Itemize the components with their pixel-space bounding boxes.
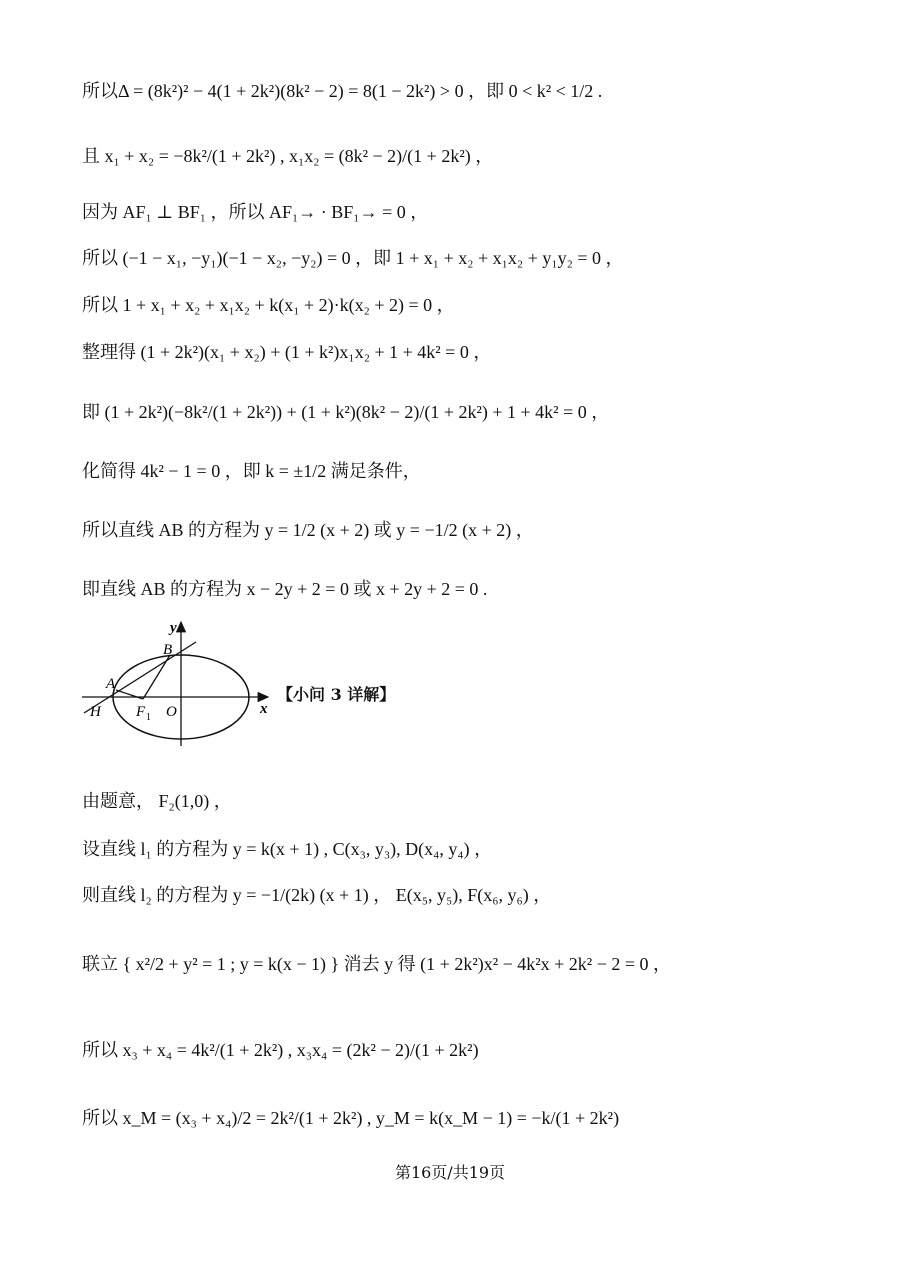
- math-line: 由题意， F₂(1,0) ，: [82, 791, 232, 811]
- text-line: [82, 1109, 619, 1127]
- text-line: [82, 955, 671, 973]
- math-line: 即直线 AB 的方程为 x − 2y + 2 = 0 或 x + 2y + 2 = 0 .: [82, 579, 488, 599]
- text-line: [82, 343, 491, 361]
- math-line: 联立 { x²/2 + y² = 1 ; y = k(x − 1) } 消去 y 得 (1 + 2k²)x² − 4k²x + 2k² − 2 = 0 ，: [82, 954, 671, 974]
- text-line: [82, 580, 487, 598]
- segment-af1: [116, 690, 143, 699]
- segment-bf1: [143, 655, 170, 699]
- text-line: [82, 403, 609, 421]
- point-label-h: H: [90, 704, 101, 720]
- text-line: [82, 147, 493, 165]
- point-label-b: B: [163, 642, 173, 658]
- math-line: 且 x₁ + x₂ = −8k²/(1 + 2k²) , x₁x₂ = (8k² − 2)/(1 + 2k²) ，: [82, 146, 494, 166]
- line-ab: [84, 642, 196, 713]
- math-line: 因为 AF₁ ⊥ BF₁ ，所以 AF₁→ · BF₁→ = 0 ，: [82, 202, 429, 222]
- math-line: 所以 x₃ + x₄ = 4k²/(1 + 2k²) , x₃x₄ = (2k² − 2)/(1 + 2k²): [82, 1040, 479, 1060]
- math-line: 所以Δ = (8k²)² − 4(1 + 2k²)(8k² − 2) = 8(1 − 2k²) > 0 ，即 0 < k² < 1/2 .: [82, 81, 603, 101]
- text-line: [82, 462, 421, 480]
- text-line: [82, 203, 428, 221]
- point-label-f1-subscript: 1: [146, 712, 151, 723]
- text-line: [82, 1041, 479, 1059]
- math-line: 所以 (−1 − x₁, −y₁)(−1 − x₂, −y₂) = 0 ，即 1 + x₁ + x₂ + x₁x₂ + y₁y₂ = 0 ，: [82, 248, 624, 268]
- axis-label-y: y: [170, 620, 177, 636]
- point-label-o: O: [166, 704, 177, 720]
- text-line: [82, 521, 534, 539]
- text-line: [82, 296, 455, 314]
- math-line: 整理得 (1 + 2k²)(x₁ + x₂) + (1 + k²)x₁x₂ + 1 + 4k² = 0 ，: [82, 342, 492, 362]
- text-line: [82, 840, 492, 858]
- section-heading: 【小问 3 详解】: [277, 685, 396, 704]
- text-line: [82, 249, 624, 267]
- math-line: 设直线 l₁ 的方程为 y = k(x + 1) , C(x₃, y₃), D(x₄, y₄) ，: [82, 839, 493, 859]
- point-label-f1: F: [136, 704, 146, 720]
- text-line: [82, 886, 551, 904]
- math-line: 所以 x_M = (x₃ + x₄)/2 = 2k²/(1 + 2k²) , y_M = k(x_M − 1) = −k/(1 + 2k²): [82, 1108, 620, 1128]
- math-line: 化简得 4k² − 1 = 0 ，即 k = ±1/2 满足条件，: [82, 461, 421, 481]
- math-line: 所以直线 AB 的方程为 y = 1/2 (x + 2) 或 y = −1/2 (x + 2) ，: [82, 520, 534, 540]
- math-line: 所以 1 + x₁ + x₂ + x₁x₂ + k(x₁ + 2)·k(x₂ + 2) = 0 ，: [82, 295, 455, 315]
- math-line: 即 (1 + 2k²)(−8k²/(1 + 2k²)) + (1 + k²)(8k² − 2)/(1 + 2k²) + 1 + 4k² = 0 ，: [82, 402, 610, 422]
- text-line: [82, 792, 232, 810]
- axis-label-x: x: [260, 701, 268, 717]
- page-footer: 第16页/共19页: [394, 1163, 506, 1182]
- math-line: 则直线 l₂ 的方程为 y = −1/(2k) (x + 1) ， E(x₅, y₅), F(x₆, y₆) ，: [82, 885, 552, 905]
- point-label-a: A: [106, 676, 116, 692]
- text-line: [82, 82, 602, 100]
